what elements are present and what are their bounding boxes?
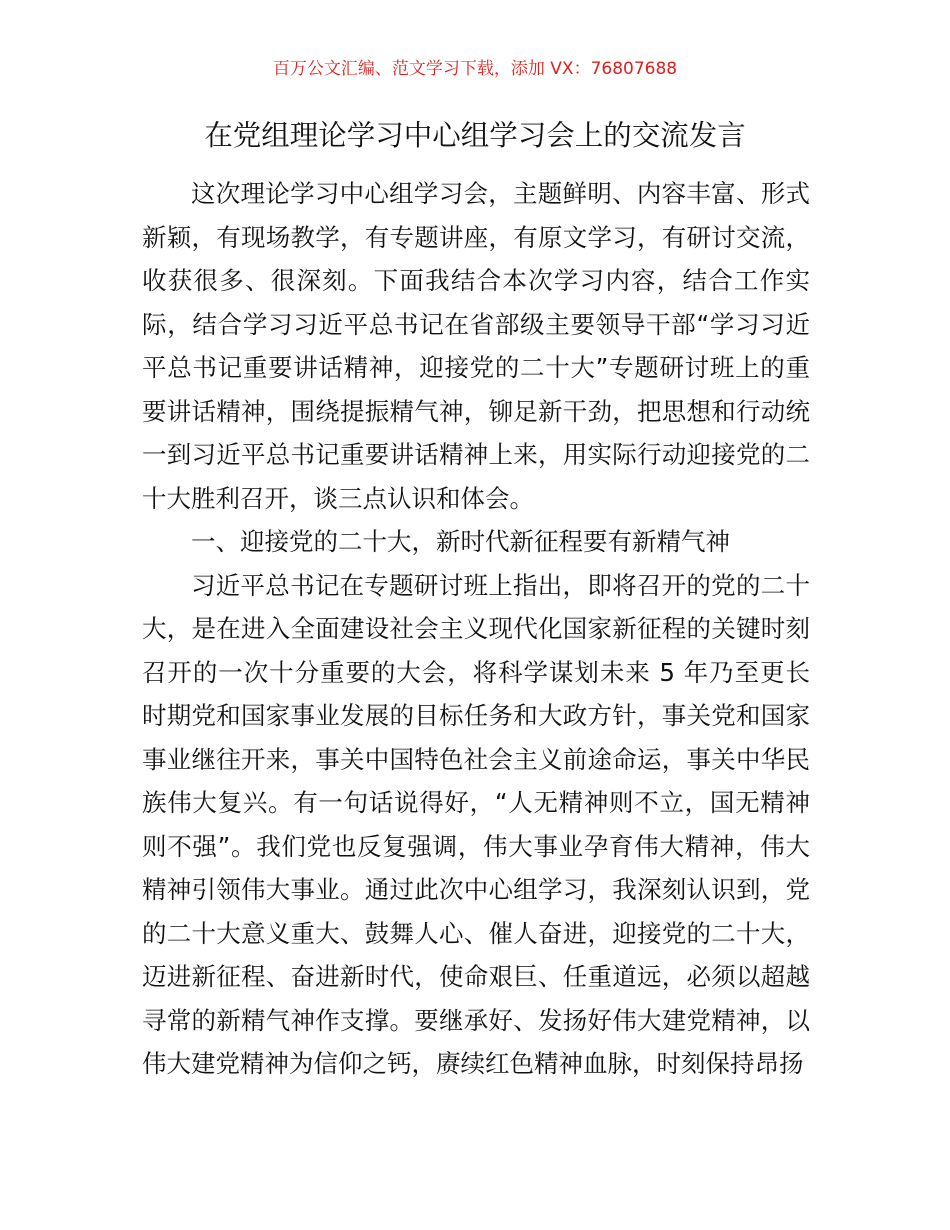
- paragraph-intro: 这次理论学习中心组学习会，主题鲜明、内容丰富、形式新颖，有现场教学，有专题讲座，有原文学习，有研讨交流，收获很多、很深刻。下面我结合本次学习内容，结合工作实际，结合学习习近平总书记在省部级主要领导干部“学习习近平总书记重要讲话精神，迎接党的二十大”专题研讨班上的重要讲话精神，围绕提振精气神，铆足新干劲，把思想和行动统一到习近平总书记重要讲话精神上来，用实际行动迎接党的二十大胜利召开，谈三点认识和体会。: [142, 179, 810, 513]
- document-title: 在党组理论学习中心组学习会上的交流发言: [204, 119, 746, 152]
- document-body: [142, 172, 810, 1086]
- paragraph-section-1: 习近平总书记在专题研讨班上指出，即将召开的党的二十大，是在进入全面建设社会主义现代化国家新征程的关键时刻召开的一次十分重要的大会，将科学谋划未来 5 年乃至更长时期党和国家事业发展的目标任务和大政方针，事关党和国家事业继往开来，事关中国特色社会主义前途命运，事关中华民族伟大复兴。有一句话说得好，“人无精神则不立，国无精神则不强”。我们党也反复强调，伟大事业孕育伟大精神，伟大精神引领伟大事业。通过此次中心组学习，我深刻认识到，党的二十大意义重大、鼓舞人心、催人奋进，迎接党的二十大，迈进新征程、奋进新时代，使命艰巨、任重道远，必须以超越寻常的新精气神作支撑。要继承好、发扬好伟大建党精神，以伟大建党精神为信仰之钙，赓续红色精神血脉，时刻保持昂扬: [142, 570, 810, 1078]
- watermark-header: 百万公文汇编、范文学习下载，添加 VX：76807688: [272, 59, 678, 79]
- section-heading-1: 一、迎接党的二十大，新时代新征程要有新精气神: [191, 527, 730, 556]
